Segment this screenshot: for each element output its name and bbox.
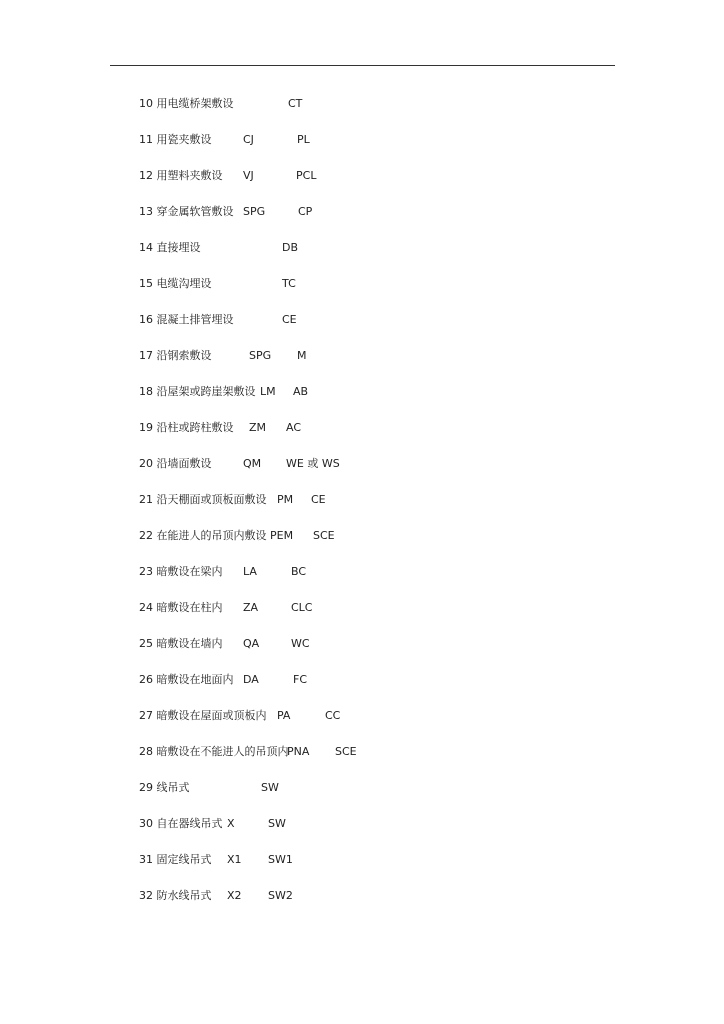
code-old: M [297,349,307,362]
code-new: PEM [270,529,294,542]
code-new: X1 [227,853,242,866]
method-label: 15 电缆沟埋设 [139,277,212,290]
code-new: SPG [249,349,272,362]
code-old: SCE [313,529,335,542]
code-old: CE [311,493,326,506]
method-label: 17 沿钢索敷设 [139,349,212,362]
code-old: SW [261,781,279,794]
code-new: LA [243,565,257,578]
method-label: 14 直接埋设 [139,241,201,254]
method-label: 11 用瓷夹敷设 [139,133,212,146]
code-new: SPG [243,205,266,218]
code-old: WC [291,637,310,650]
method-label: 26 暗敷设在地面内 [139,673,234,686]
code-old: FC [293,673,308,686]
code-old: CLC [291,601,313,614]
code-new: X2 [227,889,242,902]
code-old: DB [282,241,299,254]
code-new: QA [243,637,260,650]
code-new: PA [277,709,291,722]
code-old: PCL [296,169,317,182]
code-old: AB [293,385,309,398]
header-rule [110,65,615,66]
code-old: AC [286,421,302,434]
method-label: 30 自在器线吊式 [139,817,223,830]
method-label: 24 暗敷设在柱内 [139,601,223,614]
code-old: TC [282,277,296,290]
code-old: WE 或 WS [286,457,340,470]
code-old: CP [298,205,313,218]
code-new: X [227,817,235,830]
method-label: 32 防水线吊式 [139,889,212,902]
method-label: 18 沿屋架或跨崖架敷设 [139,385,256,398]
code-old: CT [288,97,303,110]
method-label: 28 暗敷设在不能进人的吊顶内 [139,745,289,758]
method-label: 12 用塑料夹敷设 [139,169,223,182]
method-label: 27 暗敷设在屋面或顶板内 [139,709,267,722]
method-label: 22 在能进人的吊顶内敷设 [139,529,267,542]
code-new: PM [277,493,294,506]
code-new: LM [260,385,276,398]
code-old: SW [268,817,286,830]
code-new: ZA [243,601,259,614]
code-new: CJ [243,133,254,146]
code-old: SW2 [268,889,293,902]
code-old: CC [325,709,341,722]
method-label: 21 沿天棚面或顶板面敷设 [139,493,267,506]
method-label: 20 沿墙面敷设 [139,457,212,470]
code-old: SW1 [268,853,293,866]
method-label: 31 固定线吊式 [139,853,212,866]
code-old: PL [297,133,310,146]
method-label: 29 线吊式 [139,781,190,794]
method-label: 19 沿柱或跨柱敷设 [139,421,234,434]
method-label: 25 暗敷设在墙内 [139,637,223,650]
method-label: 16 混凝土排管埋设 [139,313,234,326]
code-old: BC [291,565,307,578]
code-new: VJ [243,169,254,182]
method-label: 10 用电缆桥架敷设 [139,97,234,110]
code-new: PNA [287,745,310,758]
code-new: ZM [249,421,267,434]
code-old: SCE [335,745,357,758]
code-old: CE [282,313,297,326]
code-new: QM [243,457,262,470]
code-new: DA [243,673,259,686]
method-label: 13 穿金属软管敷设 [139,205,234,218]
method-label: 23 暗敷设在梁内 [139,565,223,578]
